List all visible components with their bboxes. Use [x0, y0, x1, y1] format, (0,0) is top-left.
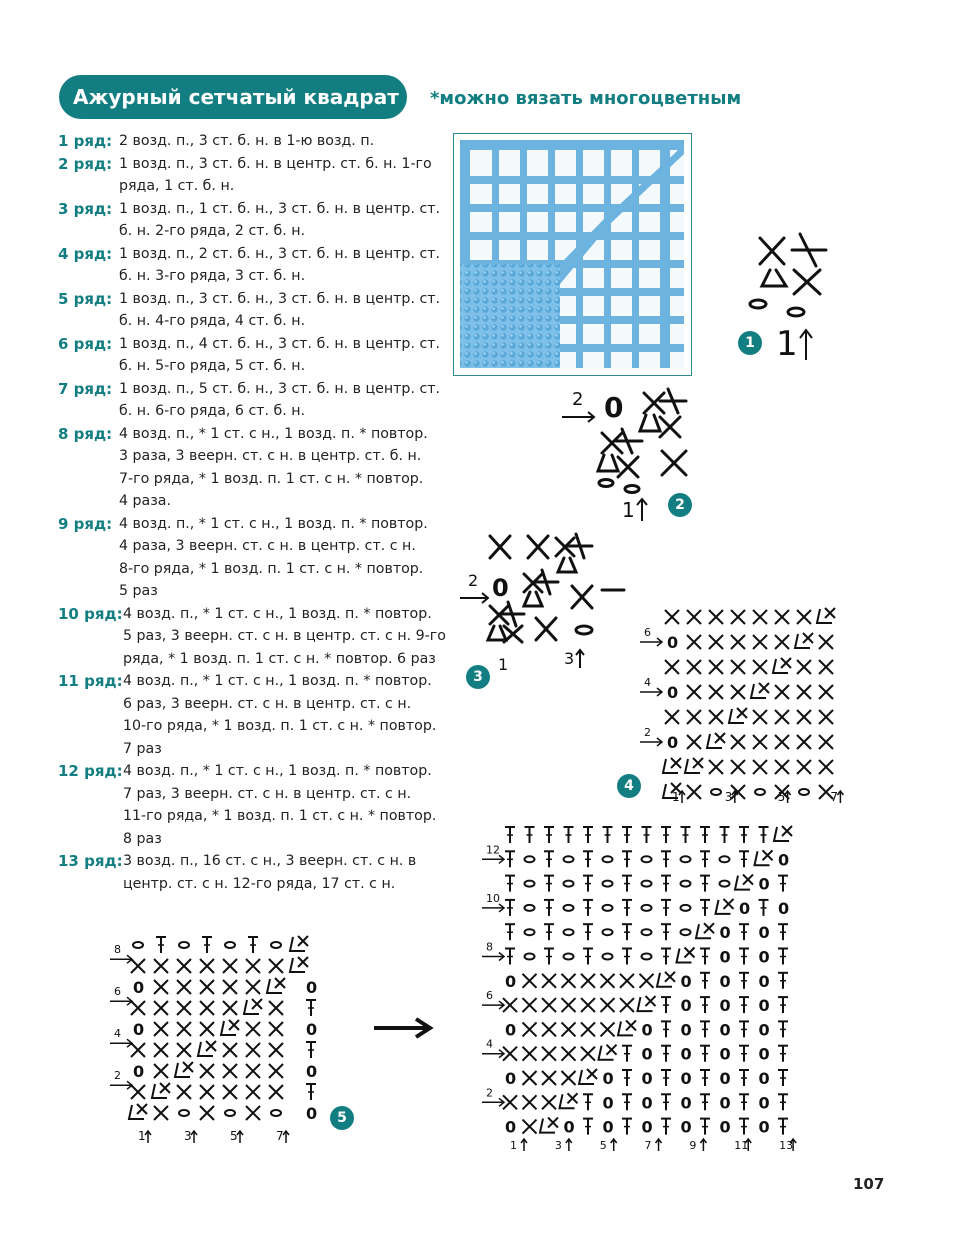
svg-text:6: 6 [644, 626, 651, 639]
svg-text:7: 7 [830, 790, 839, 804]
svg-text:9: 9 [689, 1139, 697, 1152]
svg-text:0: 0 [680, 1044, 692, 1064]
multicolor-note: *можно вязать многоцветным [430, 88, 742, 109]
svg-text:0: 0 [133, 1020, 145, 1039]
row-text-line: 1 возд. п., 3 ст. б. н., 3 ст. б. н. в центр. ст. [119, 290, 441, 307]
svg-text:3: 3 [724, 790, 733, 804]
svg-text:0: 0 [719, 1044, 731, 1064]
svg-text:0: 0 [667, 633, 679, 652]
row-text-line: 6 раз, 3 веерн. ст. с н. в центр. ст. с н. [123, 695, 412, 712]
svg-text:4: 4 [644, 676, 651, 689]
instruction-row [58, 243, 458, 288]
row-label: 1 ряд: [58, 132, 113, 150]
svg-text:4: 4 [486, 1037, 493, 1051]
svg-text:0: 0 [758, 1093, 770, 1113]
svg-text:0: 0 [680, 1069, 692, 1088]
row-text [123, 760, 458, 850]
row-text-line: ряда, * 1 возд. п. 1 ст. с н. * повтор. 6 раз [123, 650, 436, 667]
row-text-line: 2 возд. п., 3 ст. б. н. в 1-ю возд. п. [119, 133, 375, 149]
instruction-row [58, 603, 458, 671]
diagram-full [480, 825, 820, 1159]
svg-text:3: 3 [564, 649, 575, 668]
row-text-line: 4 возд. п., * 1 ст. с н., 1 возд. п. * повтор. [119, 515, 428, 532]
instruction-row [58, 760, 458, 850]
row-text-line: 5 раз [119, 583, 158, 599]
instruction-row [58, 513, 458, 603]
row-text-line: 1 возд. п., 4 ст. б. н., 3 ст. б. н. в центр. ст. [119, 335, 441, 352]
instruction-row [58, 423, 458, 513]
svg-text:11: 11 [734, 1139, 749, 1152]
row-text [123, 670, 458, 760]
svg-text:6: 6 [114, 985, 121, 999]
row-text-line: ряда, 1 ст. б. н. [119, 178, 235, 194]
svg-text:0: 0 [306, 978, 318, 997]
row-text [119, 153, 458, 198]
row-text-line: б. н. 4-го ряда, 4 ст. б. н. [119, 313, 306, 329]
row-text-line: 4 возд. п., * 1 ст. с н., 1 возд. п. * повтор. [119, 425, 428, 442]
row-text [119, 288, 458, 333]
row-text-line: 1 возд. п., 3 ст. б. н. в центр. ст. б. н. 1-го [119, 155, 432, 172]
row-label: 11 ряд: [58, 672, 123, 690]
diagram-4 [636, 605, 846, 809]
row-label: 6 ряд: [58, 334, 113, 353]
row-label: 13 ряд: [58, 852, 123, 870]
svg-text:0: 0 [641, 1117, 653, 1137]
row-text-line: 4 раза. [119, 493, 171, 509]
d1-row-label: 1 [776, 324, 798, 364]
svg-text:5: 5 [230, 1129, 238, 1143]
svg-text:4: 4 [114, 1027, 121, 1041]
row-text [119, 378, 458, 423]
svg-text:0: 0 [778, 898, 790, 918]
row-text-line: б. н. 2-го ряда, 2 ст. б. н. [119, 223, 306, 239]
row-text [119, 333, 458, 378]
diagram-badge-3: 3 [466, 665, 490, 689]
page-number: 107 [853, 1175, 885, 1193]
svg-text:0: 0 [719, 1069, 731, 1088]
row-label: 2 ряд: [58, 154, 113, 173]
svg-text:12: 12 [486, 843, 500, 857]
instruction-row [58, 333, 458, 378]
row-text-line: 11-го ряда, * 1 возд. п. 1 ст. с н. * повтор. [123, 808, 437, 824]
svg-text:2: 2 [468, 571, 479, 590]
row-text-line: 7-го ряда, * 1 возд. п. 1 ст. с н. * повтор. [119, 470, 424, 487]
svg-text:1: 1 [672, 790, 680, 804]
svg-text:0: 0 [758, 1069, 770, 1088]
diagram-badge-5: 5 [330, 1106, 354, 1130]
row-label: 5 ряд: [58, 289, 113, 308]
svg-text:8: 8 [486, 940, 493, 954]
svg-text:0: 0 [758, 996, 770, 1016]
svg-text:0: 0 [505, 1117, 517, 1137]
crochet-square-photo [453, 133, 692, 376]
svg-text:0: 0 [505, 1020, 517, 1040]
svg-text:7: 7 [644, 1139, 652, 1152]
svg-text:0: 0 [739, 898, 751, 918]
row-text-line: 1 возд. п., 1 ст. б. н., 3 ст. б. н. в центр. ст. [119, 200, 441, 217]
row-text [123, 850, 458, 895]
row-text-line: 4 возд. п., * 1 ст. с н., 1 возд. п. * повтор. [123, 605, 432, 622]
row-text-line: 4 раза, 3 веерн. ст. с н. в центр. ст. с н. [119, 538, 416, 554]
svg-text:0: 0 [306, 1104, 318, 1123]
svg-text:0: 0 [758, 874, 770, 894]
svg-text:0: 0 [719, 923, 731, 943]
svg-text:3: 3 [554, 1139, 562, 1152]
diagram-badge-4: 4 [617, 774, 641, 798]
svg-text:0: 0 [133, 1062, 145, 1081]
svg-text:0: 0 [505, 971, 517, 991]
instruction-row [58, 288, 458, 333]
diagram-5 [108, 935, 323, 1154]
instructions-list [58, 130, 458, 895]
svg-text:7: 7 [276, 1129, 284, 1143]
svg-text:3: 3 [184, 1129, 192, 1143]
svg-text:0: 0 [602, 1117, 614, 1137]
row-text [119, 130, 458, 153]
svg-text:6: 6 [486, 989, 493, 1003]
row-text-line: 7 раз [123, 740, 162, 757]
svg-text:0: 0 [641, 1020, 653, 1040]
row-text [119, 198, 458, 243]
svg-text:0: 0 [758, 923, 770, 943]
row-text-line: 4 возд. п., * 1 ст. с н., 1 возд. п. * повтор. [123, 673, 432, 689]
svg-text:0: 0 [680, 996, 692, 1016]
svg-text:13: 13 [779, 1139, 794, 1152]
row-text [119, 513, 458, 603]
svg-text:0: 0 [758, 1117, 770, 1137]
svg-text:8: 8 [114, 943, 121, 957]
row-label: 4 ряд: [58, 244, 113, 263]
svg-text:1: 1 [622, 498, 635, 522]
svg-text:0: 0 [758, 971, 770, 991]
svg-text:2: 2 [114, 1069, 121, 1083]
row-label: 9 ряд: [58, 514, 113, 533]
svg-text:0: 0 [680, 1117, 692, 1137]
svg-text:0: 0 [719, 947, 731, 967]
svg-text:1: 1 [138, 1129, 146, 1143]
svg-text:0: 0 [667, 733, 679, 752]
svg-text:0: 0 [602, 1093, 614, 1113]
row-text-line: 3 возд. п., 16 ст. с н., 3 веерн. ст. с н. в [123, 853, 417, 869]
diagram-badge-1: 1 [738, 331, 762, 355]
row-text-line: б. н. 6-го ряда, 6 ст. б. н. [119, 403, 306, 419]
row-text-line: центр. ст. с н. 12-го ряда, 17 ст. с н. [123, 875, 396, 892]
row-text-line: 10-го ряда, * 1 возд. п. 1 ст. с н. * повтор. [123, 718, 437, 734]
row-text-line: б. н. 5-го ряда, 5 ст. б. н. [119, 358, 306, 374]
row-text-line: 4 возд. п., * 1 ст. с н., 1 возд. п. * повтор. [123, 763, 432, 779]
svg-text:0: 0 [719, 1093, 731, 1113]
instruction-row [58, 378, 458, 423]
svg-text:0: 0 [641, 1044, 653, 1064]
svg-text:2: 2 [486, 1086, 493, 1100]
row-text-line: 1 возд. п., 5 ст. б. н., 3 ст. б. н. в центр. ст. [119, 380, 441, 397]
svg-text:0: 0 [719, 996, 731, 1016]
svg-text:0: 0 [680, 1093, 692, 1113]
instruction-row [58, 198, 458, 243]
row-label: 7 ряд: [58, 379, 113, 398]
row-label: 10 ряд: [58, 604, 123, 623]
instruction-row [58, 670, 458, 760]
svg-text:0: 0 [602, 1069, 614, 1088]
svg-text:2: 2 [644, 726, 651, 739]
svg-text:0: 0 [667, 683, 679, 702]
row-text-line: 8-го ряда, * 1 возд. п. 1 ст. с н. * повтор. [119, 560, 424, 577]
diagram-3 [458, 530, 633, 679]
svg-text:0: 0 [641, 1069, 653, 1088]
right-arrow-icon [372, 1016, 436, 1044]
svg-text:0: 0 [758, 1044, 770, 1064]
instruction-row [58, 153, 458, 198]
svg-text:0: 0 [680, 1020, 692, 1040]
svg-text:0: 0 [133, 978, 145, 997]
svg-text:0: 0 [758, 1020, 770, 1040]
svg-text:10: 10 [486, 891, 500, 905]
row-text-line: 3 раза, 3 веерн. ст. с н. в центр. ст. б. н. [119, 448, 422, 464]
row-text [123, 603, 458, 671]
svg-text:0: 0 [719, 1020, 731, 1040]
row-label: 3 ряд: [58, 199, 113, 218]
instruction-row [58, 850, 458, 895]
diagram-badge-2: 2 [668, 493, 692, 517]
row-text-line: 5 раз, 3 веерн. ст. с н. в центр. ст. с н. 9-го [123, 628, 446, 644]
row-text-line: б. н. 3-го ряда, 3 ст. б. н. [119, 268, 306, 284]
svg-text:1: 1 [498, 655, 509, 674]
row-text-line: 1 возд. п., 2 ст. б. н., 3 ст. б. н. в центр. ст. [119, 245, 441, 262]
svg-text:0: 0 [505, 1069, 517, 1088]
svg-text:0: 0 [306, 1062, 318, 1081]
svg-text:2: 2 [572, 389, 584, 410]
svg-text:5: 5 [599, 1139, 607, 1152]
svg-text:0: 0 [641, 1093, 653, 1113]
svg-text:0: 0 [492, 574, 509, 602]
svg-text:1: 1 [510, 1139, 517, 1152]
svg-text:0: 0 [758, 947, 770, 967]
row-text [119, 243, 458, 288]
svg-text:0: 0 [604, 391, 624, 424]
svg-text:0: 0 [778, 850, 790, 870]
svg-text:0: 0 [563, 1117, 575, 1137]
svg-text:0: 0 [680, 971, 692, 991]
svg-text:0: 0 [719, 971, 731, 991]
row-text [119, 423, 458, 513]
row-text-line: 7 раз, 3 веерн. ст. с н. в центр. ст. с н. [123, 785, 412, 802]
svg-text:0: 0 [719, 1117, 731, 1137]
row-label: 8 ряд: [58, 424, 113, 443]
row-text-line: 8 раз [123, 830, 162, 847]
row-label: 12 ряд: [58, 762, 123, 780]
instruction-row [58, 130, 458, 153]
svg-text:0: 0 [306, 1020, 318, 1039]
svg-text:5: 5 [777, 790, 786, 804]
section-title: Ажурный сетчатый квадрат [59, 75, 407, 119]
